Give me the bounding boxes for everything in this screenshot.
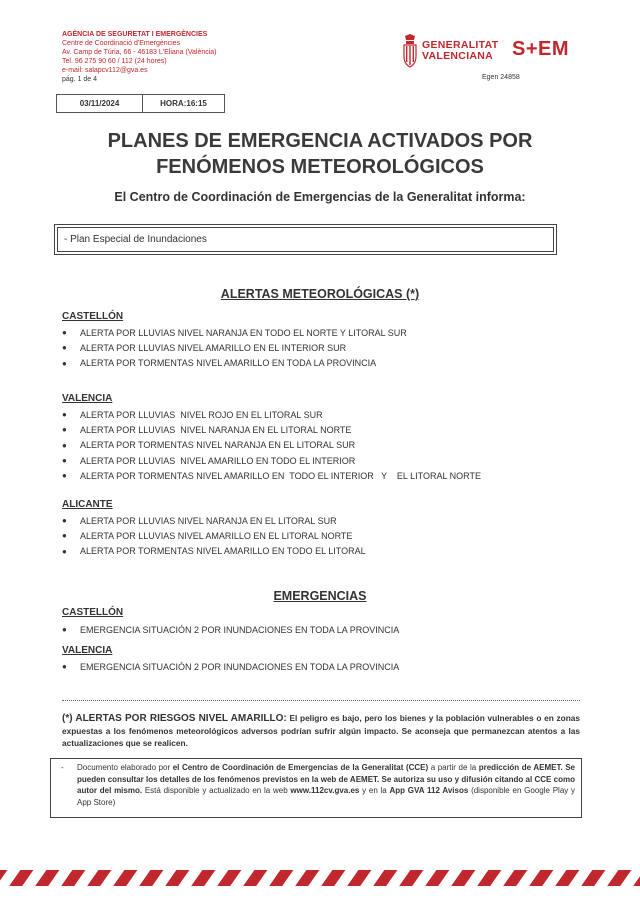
list-item: ● ALERTA POR LLUVIAS NIVEL NARANJA EN TODO EL NORTE Y LITORAL SUR <box>62 327 407 338</box>
list-item: ● ALERTA POR TORMENTAS NIVEL NARANJA EN EL LITORAL SUR <box>62 440 356 451</box>
emergencies-valencia-heading: VALENCIA <box>62 645 113 656</box>
generalitat-line1: GENERALITAT <box>422 39 499 51</box>
list-item: ● ALERTA POR LLUVIAS NIVEL ROJO EN EL LITORAL SUR <box>62 409 323 420</box>
emergencies-castellon-heading: CASTELLÓN <box>62 607 124 618</box>
alerts-castellon-list <box>62 325 407 371</box>
plan-name: - Plan Especial de Inundaciones <box>57 227 554 252</box>
list-item: ● ALERTA POR LLUVIAS NIVEL AMARILLO EN EL LITORAL NORTE <box>62 530 353 541</box>
alerts-valencia-heading: VALENCIA <box>62 393 113 404</box>
list-item: ● ALERTA POR LLUVIAS NIVEL AMARILLO EN TODO EL INTERIOR <box>62 455 356 466</box>
agency-address: Av. Camp de Túria, 66 - 46183 L'Eliana (València) <box>62 49 217 56</box>
footer-stripes <box>0 862 640 892</box>
disclaimer-box <box>50 758 582 818</box>
emergencies-castellon-list <box>62 622 399 637</box>
generalitat-logo <box>402 34 502 68</box>
separator-line <box>62 700 580 701</box>
page-subtitle: El Centro de Coordinación de Emergencias de la Generalitat informa: <box>114 190 526 204</box>
emergencies-valencia-list <box>62 659 399 674</box>
disclaimer-text: Está disponible y actualizado en la web <box>142 786 291 795</box>
disclaimer-text: a partir de la <box>428 763 479 772</box>
alerts-heading: ALERTAS METEOROLÓGICAS (*) <box>220 287 420 301</box>
list-item: ● EMERGENCIA SITUACIÓN 2 POR INUNDACIONES EN TODA LA PROVINCIA <box>62 624 400 635</box>
note-lead: (*) ALERTAS POR RIESGOS NIVEL AMARILLO: <box>62 713 287 724</box>
sem-logo: S+EM <box>512 38 570 60</box>
agency-name: AGÈNCIA DE SEGURETAT I EMERGÈNCIES <box>62 31 208 38</box>
page-title <box>0 128 640 180</box>
list-item: ● ALERTA POR LLUVIAS NIVEL NARANJA EN EL LITORAL SUR <box>62 515 337 526</box>
app-name: App GVA 112 Avisos <box>389 786 469 795</box>
agency-email: e-mail: salapcv112@gva.es <box>62 67 148 74</box>
website-link[interactable]: www.112cv.gva.es <box>290 786 360 795</box>
list-item: ● ALERTA POR TORMENTAS NIVEL AMARILLO EN TODA LA PROVINCIA <box>62 358 377 369</box>
alerts-valencia-list <box>62 407 481 483</box>
plan-box <box>54 224 557 255</box>
list-item: ● ALERTA POR LLUVIAS NIVEL NARANJA EN EL LITORAL NORTE <box>62 424 352 435</box>
disclaimer-text: (disponible en Google Play y App Store) <box>77 786 576 807</box>
title-line-1: PLANES DE EMERGENCIA ACTIVADOS POR <box>107 130 533 152</box>
disclaimer-dash: - <box>61 763 64 772</box>
time-value: HORA:16:15 <box>160 99 207 108</box>
list-item: ● ALERTA POR TORMENTAS NIVEL AMARILLO EN TODO EL LITORAL <box>62 546 366 557</box>
date-time-box <box>56 94 225 113</box>
alerts-alicante-list <box>62 513 366 559</box>
agency-phone: Tel. 96 275 90 60 / 112 (24 hores) <box>62 58 167 65</box>
emergencies-heading: EMERGENCIAS <box>273 589 367 603</box>
list-item: ● EMERGENCIA SITUACIÓN 2 POR INUNDACIONES EN TODA LA PROVINCIA <box>62 661 400 672</box>
generalitat-line2: VALENCIANA <box>422 50 494 62</box>
title-line-2: FENÓMENOS METEOROLÓGICOS <box>156 156 484 178</box>
disclaimer-text: Documento elaborado por <box>77 763 173 772</box>
agency-center: Centre de Coordinació d'Emergències <box>62 40 181 47</box>
disclaimer-bold: predicción de AEMET. Se pueden consultar los detalles de los fenómenos previstos en la web de AEMET. Se autoriza su uso y difusión citando al CCE como autor del mismo. <box>77 763 575 795</box>
alerts-castellon-heading: CASTELLÓN <box>62 311 124 322</box>
page-number: pág. 1 de 4 <box>62 76 98 83</box>
list-item: ● ALERTA POR LLUVIAS NIVEL AMARILLO EN EL INTERIOR SUR <box>62 342 347 353</box>
disclaimer-bold: el Centro de Coordinación de Emergencias de la Generalitat (CCE) <box>172 763 429 772</box>
note-text: El peligro es bajo, pero los bienes y la población vulnerables o en zonas expuestas a los fenómenos meteorológicos adversos podrían sufrir algún impacto. Se aconseja que permanezcan atentos a las actualizaciones que se realicen. <box>62 713 580 748</box>
list-item: ● ALERTA POR TORMENTAS NIVEL AMARILLO EN TODO EL INTERIOR Y EL LITORAL NORTE <box>62 470 481 481</box>
disclaimer-text: y en la <box>359 786 390 795</box>
agency-header <box>62 30 217 84</box>
alerts-alicante-heading: ALICANTE <box>62 499 113 510</box>
egen-code: Egen 24858 <box>482 74 520 81</box>
generalitat-emblem-icon <box>402 34 418 68</box>
yellow-alert-note <box>62 712 580 749</box>
date-value: 03/11/2024 <box>57 95 143 112</box>
